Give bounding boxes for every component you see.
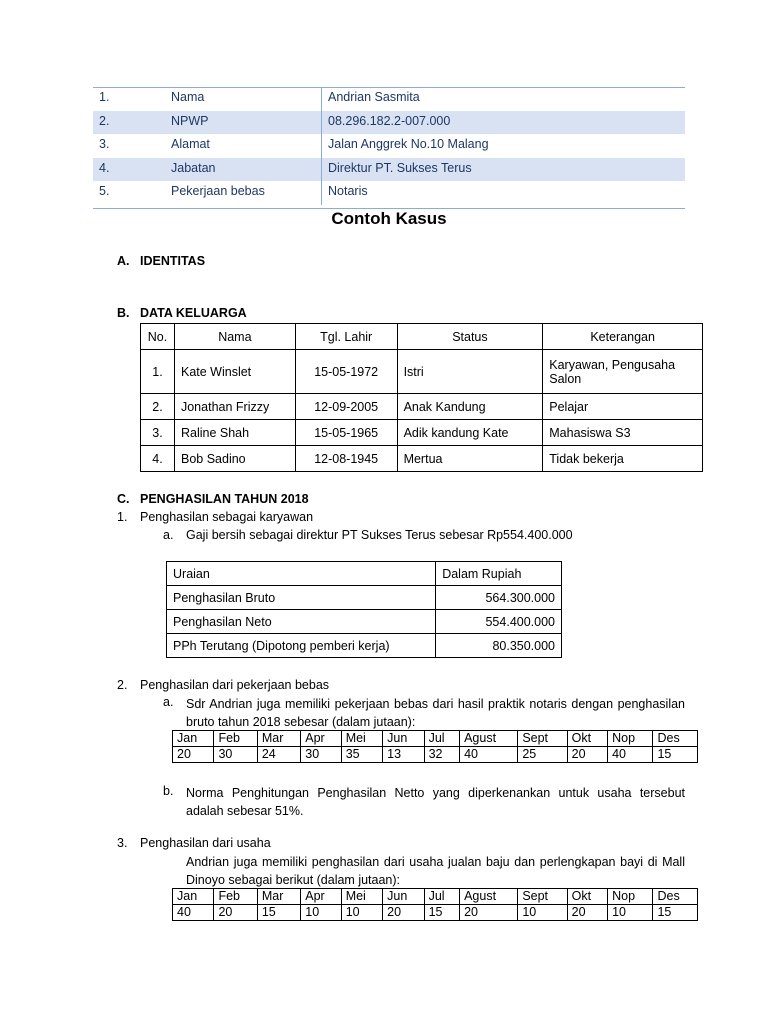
item-2-mark: 2. xyxy=(117,678,128,692)
table-cell: 32 xyxy=(424,747,460,763)
table-cell: 15 xyxy=(653,747,698,763)
table-cell: Des xyxy=(653,889,698,905)
page-title: Contoh Kasus xyxy=(331,209,447,228)
item-1a-text: Gaji bersih sebagai direktur PT Sukses Terus sebesar Rp554.400.000 xyxy=(186,528,573,542)
family-header: Keterangan xyxy=(543,324,703,350)
month-header-row xyxy=(173,731,698,747)
item-1-mark: 1. xyxy=(117,510,128,524)
table-cell: Mei xyxy=(341,889,382,905)
identity-field: Alamat xyxy=(171,137,210,152)
table-cell: 15 xyxy=(653,905,698,921)
table-cell: 24 xyxy=(257,747,300,763)
family-header: No. xyxy=(141,324,175,350)
family-header-row xyxy=(141,324,703,350)
table-row: 4. Bob Sadino 12-08-1945 Mertua Tidak bekerja xyxy=(141,446,703,472)
table-cell: Mei xyxy=(341,731,382,747)
table-cell: Sept xyxy=(518,889,567,905)
identity-value: Notaris xyxy=(328,184,368,199)
table-cell: Des xyxy=(653,731,698,747)
table-row: 2. Jonathan Frizzy 12-09-2005 Anak Kandung Pelajar xyxy=(141,394,703,420)
section-c-mark: C. xyxy=(117,492,130,506)
table-cell: 25 xyxy=(518,747,567,763)
item-2a-mark: a. xyxy=(163,695,174,709)
table-row: PPh Terutang (Dipotong pemberi kerja) 80.350.000 xyxy=(167,634,562,658)
table-cell: 15 xyxy=(424,905,460,921)
table-cell: Jul xyxy=(424,731,460,747)
family-header: Nama xyxy=(174,324,295,350)
table-cell: Mar xyxy=(257,731,300,747)
identity-no: 5. xyxy=(99,184,110,199)
item-1-label: Penghasilan sebagai karyawan xyxy=(140,510,314,524)
identity-row xyxy=(93,87,685,111)
table-row xyxy=(173,747,698,763)
family-header: Status xyxy=(397,324,543,350)
table-cell: Nop xyxy=(608,889,653,905)
identity-value: Direktur PT. Sukses Terus xyxy=(328,160,472,175)
item-3-text: Andrian juga memiliki penghasilan dari usaha jualan baju dan perlengkapan bayi di Mall Dinoyo sebagai berikut (dalam jutaan): xyxy=(186,855,685,887)
identity-field: Jabatan xyxy=(171,160,216,175)
table-cell: Feb xyxy=(214,731,257,747)
identity-no: 3. xyxy=(99,137,110,152)
table-cell: 20 xyxy=(214,905,257,921)
item-3-mark: 3. xyxy=(117,836,128,850)
table-cell: 40 xyxy=(608,747,653,763)
identity-row xyxy=(93,181,685,205)
item-2b-text: Norma Penghitungan Penghasilan Netto yang diperkenankan untuk usaha tersebut adalah sebesar 51%. xyxy=(186,786,685,818)
table-cell: 35 xyxy=(341,747,382,763)
freelance-income-table xyxy=(172,730,698,763)
table-cell: 20 xyxy=(460,905,518,921)
identity-field: NPWP xyxy=(171,113,209,128)
identity-row xyxy=(93,134,685,158)
table-row: 3. Raline Shah 15-05-1965 Adik kandung Kate Mahasiswa S3 xyxy=(141,420,703,446)
item-1a-mark: a. xyxy=(163,528,174,542)
identity-row xyxy=(93,158,685,182)
item-2-label: Penghasilan dari pekerjaan bebas xyxy=(140,678,330,692)
identity-value: Jalan Anggrek No.10 Malang xyxy=(328,137,489,152)
identity-row xyxy=(93,111,685,135)
table-cell: Apr xyxy=(301,731,341,747)
table-cell: 20 xyxy=(567,905,607,921)
table-cell: 10 xyxy=(341,905,382,921)
identity-field: Pekerjaan bebas xyxy=(171,184,265,199)
section-b-label: DATA KELUARGA xyxy=(140,306,247,320)
table-cell: 10 xyxy=(301,905,341,921)
item-3-label: Penghasilan dari usaha xyxy=(140,836,271,850)
family-header: Tgl. Lahir xyxy=(295,324,397,350)
table-cell: Jan xyxy=(173,731,214,747)
table-cell: 10 xyxy=(518,905,567,921)
table-cell: 30 xyxy=(214,747,257,763)
identity-table xyxy=(93,87,685,205)
table-cell: 10 xyxy=(608,905,653,921)
table-cell: Agust xyxy=(460,889,518,905)
item-2b-mark: b. xyxy=(163,784,174,798)
table-cell: 20 xyxy=(383,905,424,921)
section-a-label: IDENTITAS xyxy=(140,254,206,268)
table-cell: 20 xyxy=(173,747,214,763)
table-cell: Feb xyxy=(214,889,257,905)
section-b-mark: B. xyxy=(117,306,130,320)
table-cell: 15 xyxy=(257,905,300,921)
month-header-row xyxy=(173,889,698,905)
table-row: 1. Kate Winslet 15-05-1972 Istri Karyawan, Pengusaha Salon xyxy=(141,350,703,394)
income-table xyxy=(166,561,562,658)
identity-field: Nama xyxy=(171,90,205,104)
table-cell: Jun xyxy=(383,731,424,747)
table-cell: Jan xyxy=(173,889,214,905)
family-table xyxy=(140,323,703,472)
table-cell: Mar xyxy=(257,889,300,905)
section-c-label: PENGHASILAN TAHUN 2018 xyxy=(140,492,309,506)
table-cell: Apr xyxy=(301,889,341,905)
identity-no: 2. xyxy=(99,113,110,128)
identity-value: Andrian Sasmita xyxy=(328,90,420,104)
table-cell: 13 xyxy=(383,747,424,763)
income-header-row: Uraian Dalam Rupiah xyxy=(167,562,562,586)
table-cell: Nop xyxy=(608,731,653,747)
table-cell: Sept xyxy=(518,731,567,747)
table-cell: Jul xyxy=(424,889,460,905)
table-cell: Jun xyxy=(383,889,424,905)
table-cell: Okt xyxy=(567,731,607,747)
table-row xyxy=(173,905,698,921)
table-cell: 40 xyxy=(173,905,214,921)
table-row: Penghasilan Neto 554.400.000 xyxy=(167,610,562,634)
business-income-table xyxy=(172,888,698,921)
identity-value: 08.296.182.2-007.000 xyxy=(328,113,451,128)
section-a-mark: A. xyxy=(117,254,130,268)
item-2a-text: Sdr Andrian juga memiliki pekerjaan bebas dari hasil praktik notaris dengan penghasilan bruto tahun 2018 sebesar (dalam jutaan): xyxy=(186,697,685,729)
table-cell: 30 xyxy=(301,747,341,763)
table-row: Penghasilan Bruto 564.300.000 xyxy=(167,586,562,610)
identity-no: 1. xyxy=(99,90,110,104)
table-cell: Okt xyxy=(567,889,607,905)
identity-no: 4. xyxy=(99,160,110,175)
table-cell: Agust xyxy=(460,731,518,747)
table-cell: 20 xyxy=(567,747,607,763)
table-cell: 40 xyxy=(460,747,518,763)
